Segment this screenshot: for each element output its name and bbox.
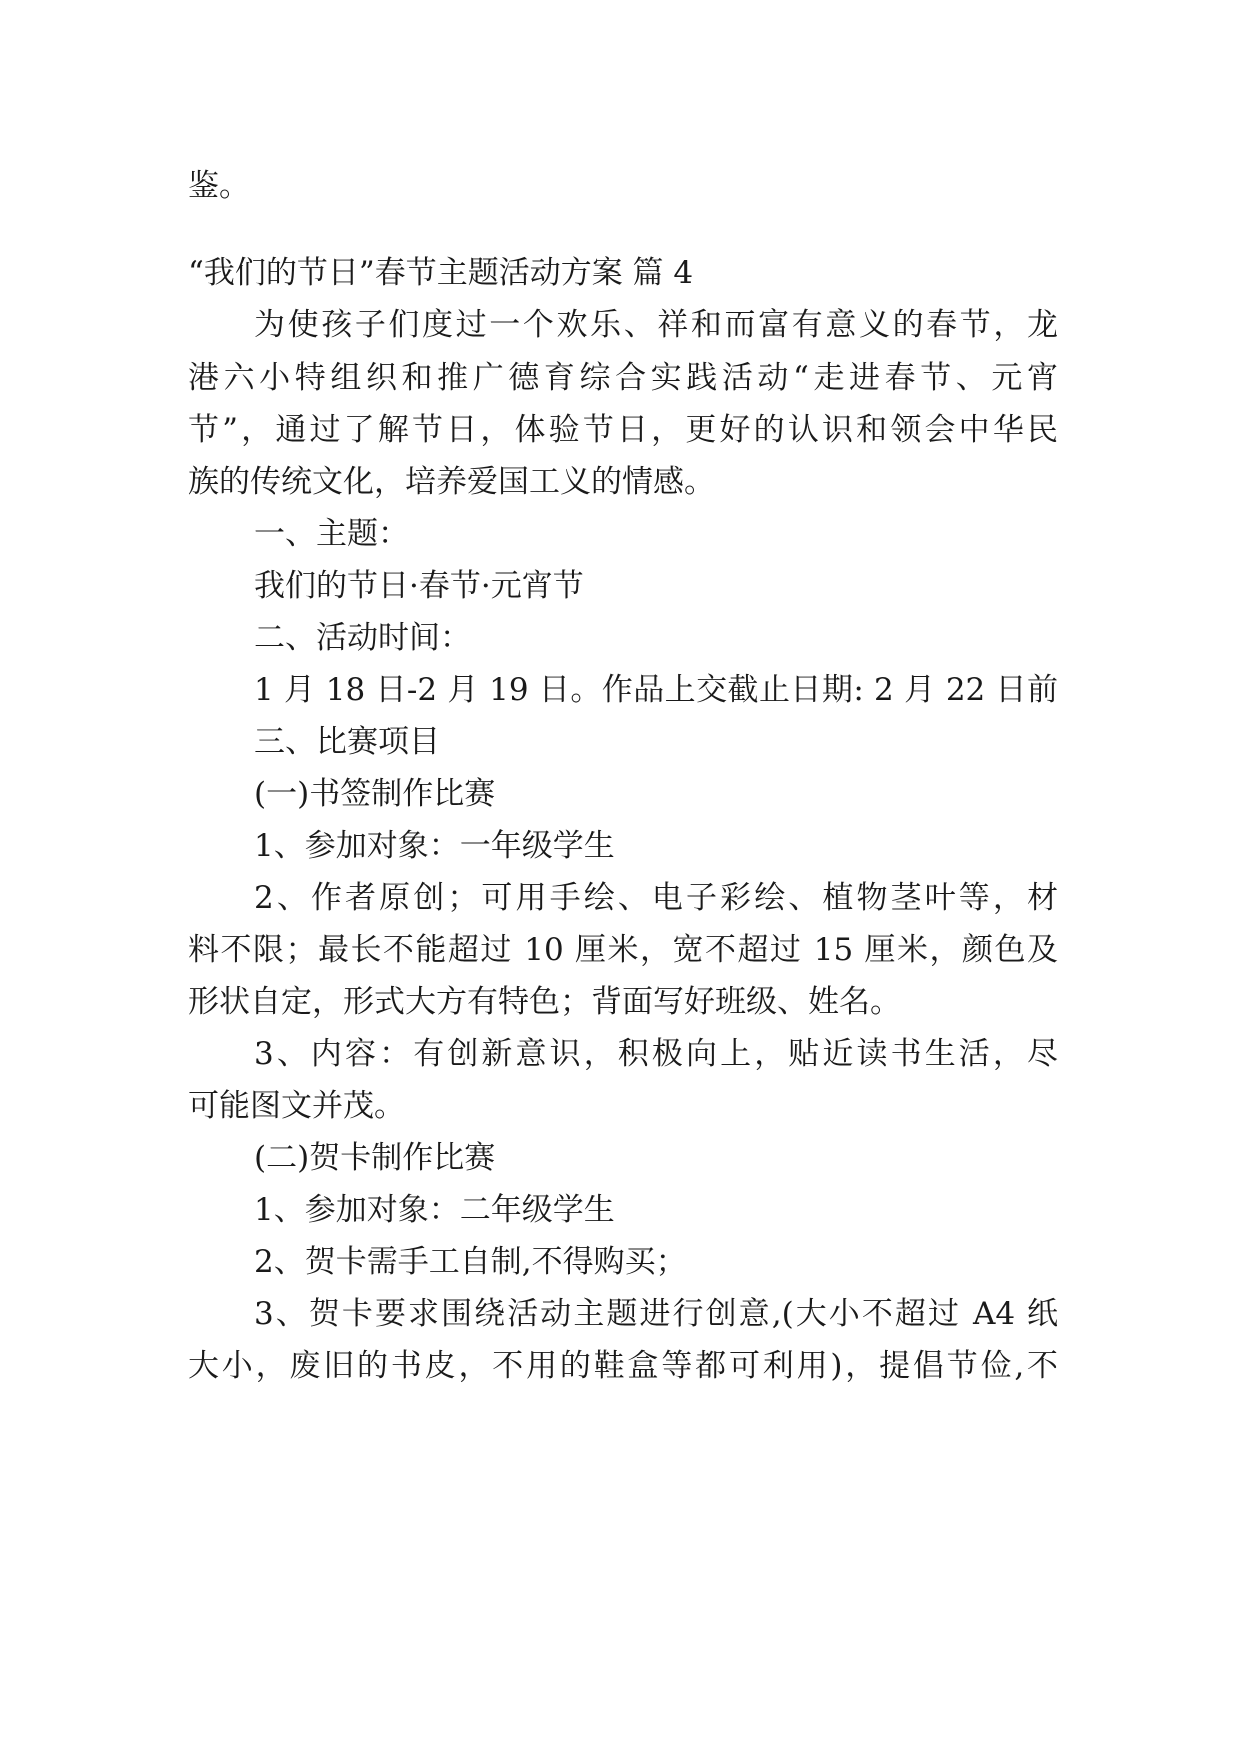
text-line: 形状自定，形式大方有特色；背面写好班级、姓名。 [188,984,901,1020]
text-line: 族的传统文化，培养爱国工义的情感。 [188,464,715,500]
text-line: 3、内容：有创新意识，积极向上，贴近读书生活，尽 [254,1036,1058,1072]
text-line: 1、参加对象：二年级学生 [254,1192,615,1228]
section-heading: “我们的节日”春节主题活动方案 篇 4 [188,255,694,291]
text-line: 港六小特组织和推广德育综合实践活动“走进春节、元宵 [188,360,1058,396]
text-line: 我们的节日·春节·元宵节 [254,568,584,604]
text-line: 鉴。 [188,168,250,204]
text-line: 二、活动时间： [254,620,471,656]
text-line: 一、主题： [254,516,409,552]
text-line: 2、作者原创；可用手绘、电子彩绘、植物茎叶等，材 [254,880,1058,916]
text-line: 为使孩子们度过一个欢乐、祥和而富有意义的春节，龙 [254,307,1058,343]
text-line: 2、贺卡需手工自制,不得购买； [254,1244,687,1280]
text-line: 料不限；最长不能超过 10 厘米，宽不超过 15 厘米，颜色及 [188,932,1058,968]
text-line: 三、比赛项目 [254,724,440,760]
text-line: 3、贺卡要求围绕活动主题进行创意,(大小不超过 A4 纸 [254,1296,1058,1332]
text-line: 节”，通过了解节日，体验节日，更好的认识和领会中华民 [188,412,1058,448]
text-line: 1、参加对象：一年级学生 [254,828,615,864]
text-line: (一)书签制作比赛 [254,776,496,812]
text-line: 1 月 18 日-2 月 19 日。作品上交截止日期: 2 月 22 日前 [254,672,1058,708]
text-line: 大小，废旧的书皮，不用的鞋盒等都可利用)，提倡节俭,不 [188,1348,1058,1384]
text-line: (二)贺卡制作比赛 [254,1140,496,1176]
text-line: 可能图文并茂。 [188,1088,405,1124]
